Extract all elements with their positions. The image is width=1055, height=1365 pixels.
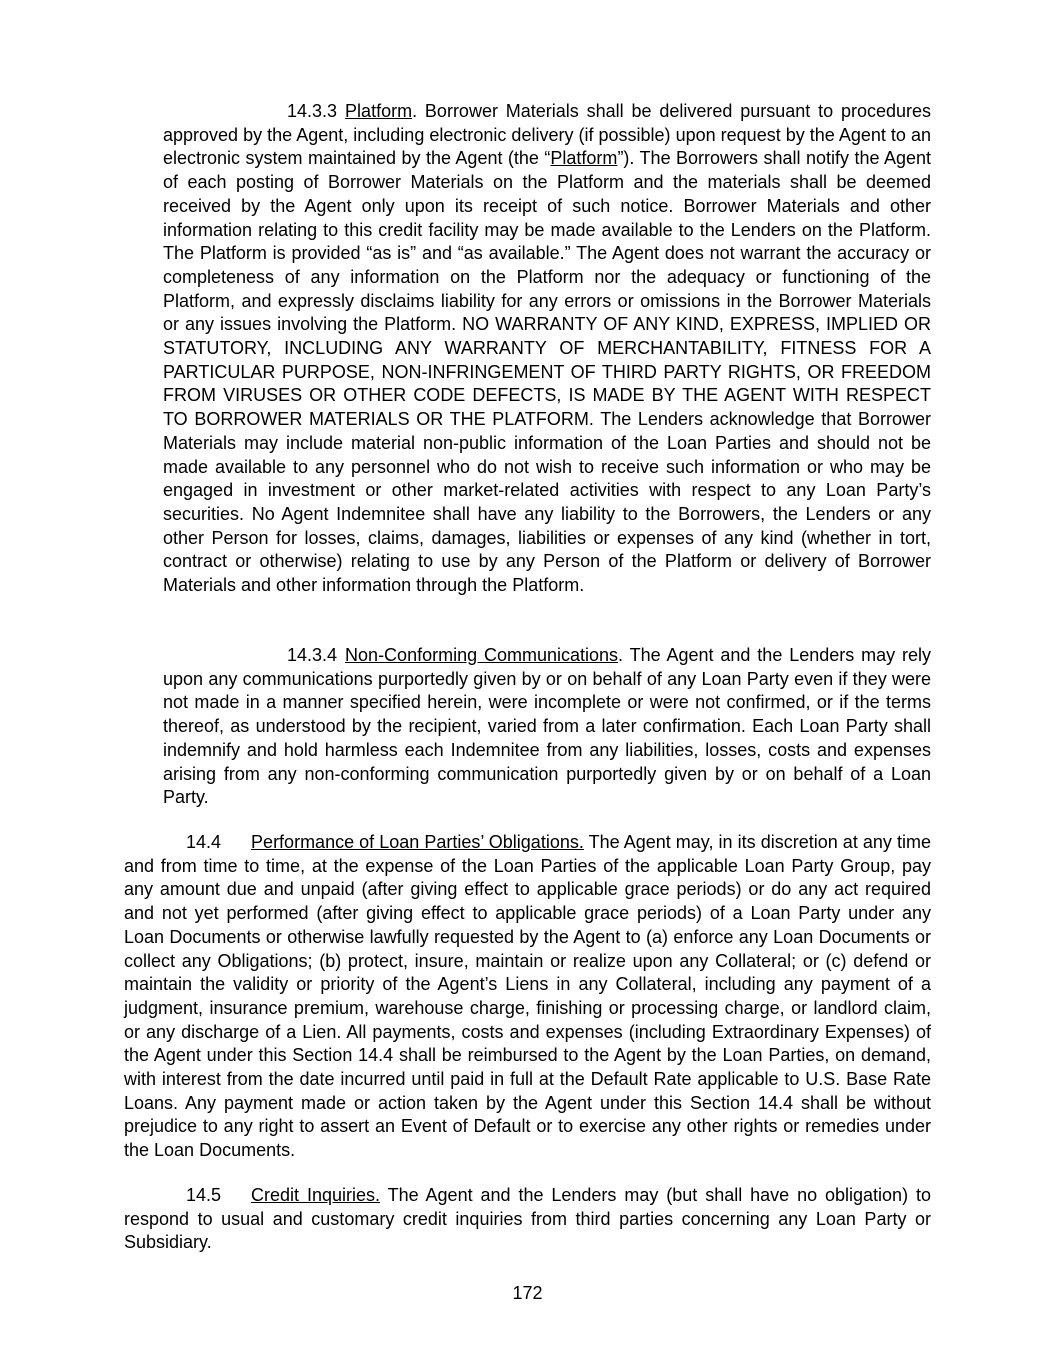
- section-heading: Non-Conforming Communications: [345, 645, 619, 665]
- section-number: 14.3.3: [287, 101, 338, 121]
- heading-punctuation: .: [618, 645, 624, 665]
- section-heading: Performance of Loan Parties’ Obligations.: [251, 832, 584, 852]
- defined-term: Platform: [550, 148, 618, 169]
- section-body: Borrower Materials shall be delivered pursuant to procedures approved by the Agent, including electronic delivery (if possible) upon request by the Agent to an electronic system maintained by the Agent (the “: [163, 101, 931, 169]
- section-body: The Agent and the Lenders may rely upon any communications purportedly given by or on behalf of any Loan Party even if they were not made in a manner specified herein, were incomplete or were not confirmed, or if the terms thereof, as understood by the recipient, varied from a later confirmation. Each Loan Party shall indemnify and hold harmless each Indemnitee from any liabilities, losses, costs and expenses arising from any non-conforming communication purportedly given by or on behalf of a Loan Party.: [163, 645, 931, 808]
- section-body: The Agent may, in its discretion at any time and from time to time, at the expense of the Loan Parties of the applicable Loan Party Group, pay any amount due and unpaid (after giving effect to applicable grace periods) or do any act required and not yet performed (after giving effect to applicable grace periods) of a Loan Party under any Loan Documents or otherwise lawfully requested by the Agent to (a) enforce any Loan Documents or collect any Obligations; (b) protect, insure, maintain or realize upon any Collateral; or (c) defend or maintain the validity or priority of the Agent’s Liens in any Collateral, including any payment of a judgment, insurance premium, warehouse charge, finishing or processing charge, or landlord claim, or any discharge of a Lien. All payments, costs and expenses (including Extraordinary Expenses) of the Agent under this Section 14.4 shall be reimbursed to the Agent by the Loan Parties, on demand, with interest from the date incurred until paid in full at the Default Rate applicable to U.S. Base Rate Loans. Any payment made or action taken by the Agent under this Section 14.4 shall be without prejudice to any right to assert an Event of Default or to exercise any other rights or remedies under the Loan Documents.: [124, 832, 931, 1161]
- section-heading: Platform: [345, 101, 413, 121]
- heading-punctuation: .: [412, 101, 418, 121]
- page-number: 172: [512, 1283, 543, 1303]
- section-14-4: [124, 831, 931, 1163]
- section-body: The Agent and the Lenders may (but shall have no obligation) to respond to usual and customary credit inquiries from third parties concerning any Loan Party or Subsidiary.: [124, 1185, 931, 1253]
- section-number: 14.4: [186, 832, 222, 852]
- section-heading: Credit Inquiries.: [251, 1185, 381, 1205]
- section-number: 14.5: [186, 1185, 222, 1205]
- section-body-continued: ”). The Borrowers shall notify the Agent of each posting of Borrower Materials on the Platform and the materials shall be deemed received by the Agent only upon its receipt of such notice. Borrower Materials and other information relating to this credit facility may be made available to the Lenders on the Platform. The Platform is provided “as is” and “as available.” The Agent does not warrant the accuracy or completeness of any information on the Platform nor the adequacy or functioning of the Platform, and expressly disclaims liability for any errors or omissions in the Borrower Materials or any issues involving the Platform. NO WARRANTY OF ANY KIND, EXPRESS, IMPLIED OR STATUTORY, INCLUDING ANY WARRANTY OF MERCHANTABILITY, FITNESS FOR A PARTICULAR PURPOSE, NON-INFRINGEMENT OF THIRD PARTY RIGHTS, OR FREEDOM FROM VIRUSES OR OTHER CODE DEFECTS, IS MADE BY THE AGENT WITH RESPECT TO BORROWER MATERIALS OR THE PLATFORM. The Lenders acknowledge that Borrower Materials may include material non-public information of the Loan Parties and should not be made available to any personnel who do not wish to receive such information or who may be engaged in investment or other market-related activities with respect to any Loan Party’s securities. No Agent Indemnitee shall have any liability to the Borrowers, the Lenders or any other Person for losses, claims, damages, liabilities or expenses of any kind (whether in tort, contract or otherwise) relating to use by any Person of the Platform or delivery of Borrower Materials and other information through the Platform.: [163, 148, 931, 596]
- section-14-5: [124, 1184, 931, 1255]
- section-number: 14.3.4: [287, 645, 338, 665]
- section-14-3-4: [163, 644, 931, 810]
- section-14-3-3: [163, 100, 931, 598]
